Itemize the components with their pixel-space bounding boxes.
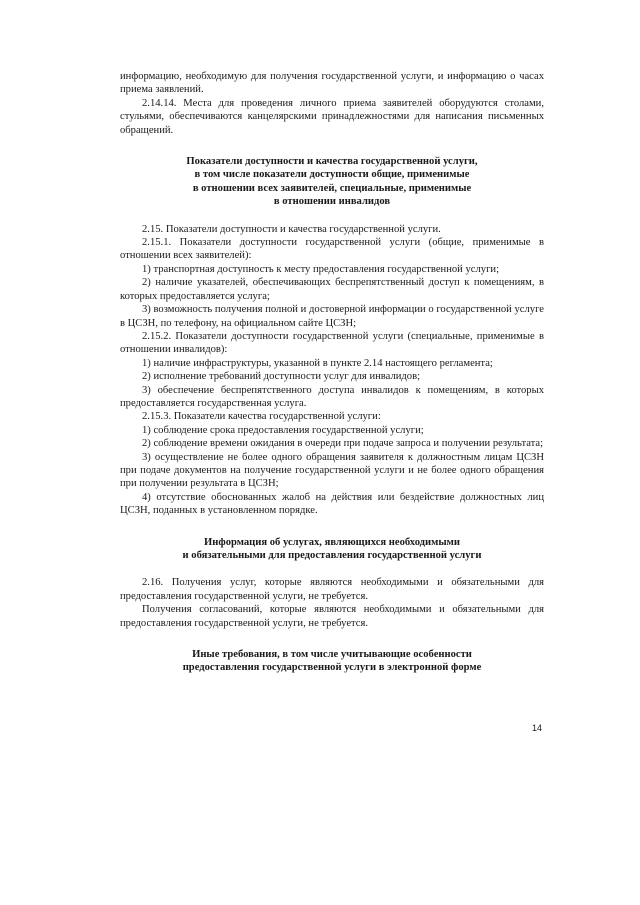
list-item: 2) соблюдение времени ожидания в очереди при подаче запроса и получении результата; <box>142 438 544 450</box>
paragraph: 2.15.3. Показатели качества государственной услуги: <box>142 411 381 423</box>
list-item: 1) соблюдение срока предоставления государственной услуги; <box>142 424 424 436</box>
page-number: 14 <box>532 723 543 733</box>
paragraph: 2.15. Показатели доступности и качества государственной услуги. <box>142 223 441 235</box>
section-heading-accessibility <box>120 155 544 209</box>
list-item: 3) осуществление не более одного обращения заявителя к должностным лицам ЦСЗН при подаче документов на получение государственной услуги и не более одного обращения при получении результата в ЦСЗН; <box>120 451 544 490</box>
list-item: 1) наличие инфраструктуры, указанной в пункте 2.14 настоящего регламента; <box>142 357 493 369</box>
section-body-accessibility <box>120 223 544 518</box>
section-heading-other-requirements <box>120 648 544 675</box>
heading-line: Информация об услугах, являющихся необходимыми <box>204 536 460 548</box>
heading-line: в отношении инвалидов <box>273 196 391 208</box>
list-item: 2) наличие указателей, обеспечивающих беспрепятственный доступ к помещениям, в которых предоставляется услуга; <box>120 277 544 302</box>
section-body-required-services <box>120 576 544 630</box>
paragraph: информацию, необходимую для получения государственной услуги, и информацию о часах приема заявлений. <box>120 71 544 96</box>
heading-line: Показатели доступности и качества государственной услуги, <box>186 156 478 168</box>
heading-line: и обязательными для предоставления государственной услуги <box>182 550 482 561</box>
list-item: 3) обеспечение беспрепятственного доступа инвалидов к помещениям, в которых предоставляется государственная услуга. <box>120 384 544 409</box>
list-item: 2) исполнение требований доступности услуг для инвалидов; <box>142 371 421 383</box>
section-heading-required-services <box>120 536 544 563</box>
paragraph: 2.15.2. Показатели доступности государственной услуги (специальные, применимые в отношении инвалидов): <box>120 330 544 356</box>
heading-line: Иные требования, в том числе учитывающие особенности <box>192 649 472 661</box>
paragraph: 2.14.14. Места для проведения личного приема заявителей оборудуются столами, стульями, обеспечиваются канцелярскими принадлежностями для написания письменных обращений. <box>120 97 544 136</box>
heading-line: предоставления государственной услуги в электронной форме <box>182 662 482 674</box>
list-item: 3) возможность получения полной и достоверной информации о государственной услуге в ЦСЗН, по телефону, на официальном сайте ЦСЗН; <box>120 304 544 329</box>
list-item: 1) транспортная доступность к месту предоставления государственной услуги; <box>142 263 500 275</box>
list-item: 4) отсутствие обоснованных жалоб на действия или бездействие должностных лиц ЦСЗН, поданных в установленном порядке. <box>120 491 544 517</box>
document-page <box>120 70 544 675</box>
paragraph: 2.15.1. Показатели доступности государственной услуги (общие, применимые в отношении всех заявителей): <box>120 237 544 262</box>
paragraph: Получения согласований, которые являются необходимыми и обязательными для предоставления государственной услуги, не требуется. <box>120 604 544 629</box>
heading-line: в отношении всех заявителей, специальные, применимые <box>192 182 472 194</box>
heading-line: в том числе показатели доступности общие, применимые <box>194 169 470 181</box>
paragraph: 2.16. Получения услуг, которые являются необходимыми и обязательными для предоставления государственной услуги, не требуется. <box>120 577 544 602</box>
